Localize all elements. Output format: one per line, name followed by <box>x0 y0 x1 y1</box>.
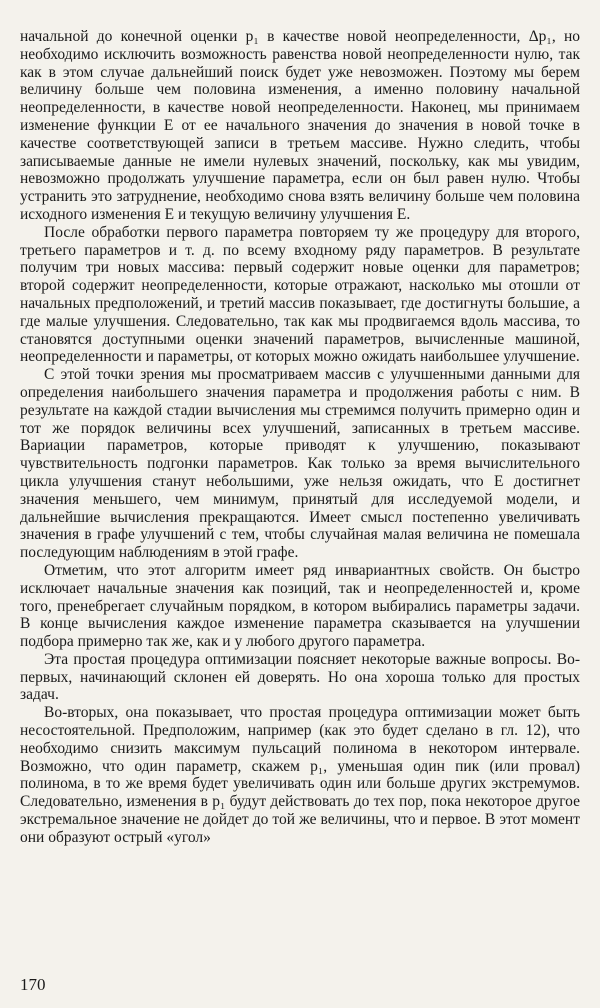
paragraph-6: Во-вторых, она показывает, что простая процедура оптимизации может быть несостоятельной. Предположим, например (как это будет сделано в гл. 12), что необходимо снизить максимум пульсаций полинома в некотором интервале. Возможно, что один параметр, скажем p₁, уменьшая один пик (или провал) полинома, в то же время будет увеличивать один или больше других экстремумов. Следовательно, изменения в p₁ будут действовать до тех пор, пока некоторое другое экстремальное значение не дойдет до той же величины, что и первое. В этот момент они образуют острый «угол» <box>20 704 580 846</box>
page-body <box>20 28 580 847</box>
paragraph-3: С этой точки зрения мы просматриваем массив с улучшенными данными для определения наибольшего значения параметра и продолжения работы с ним. В результате на каждой стадии вычисления мы стремимся получить примерно один и тот же порядок величины всех улучшений, записанных в третьем массиве. Вариации параметров, которые приводят к улучшению, показывают чувствительность подгонки параметров. Как только за время вычислительного цикла улучшения станут небольшими, уже нельзя ожидать, что E достигнет значения меньшего, чем минимум, принятый для исследуемой модели, и дальнейшие вычисления прекращаются. Имеет смысл постепенно увеличивать значения в графе улучшений с тем, чтобы случайная малая величина не помешала последующим наблюдениям в этой графе. <box>20 366 580 562</box>
paragraph-4: Отметим, что этот алгоритм имеет ряд инвариантных свойств. Он быстро исключает начальные значения как позиций, так и неопределенностей и, кроме того, пренебрегает случайным порядком, в котором выбирались параметры задачи. В конце вычисления каждое изменение параметра сказывается на улучшении подбора примерно так же, как и у любого другого параметра. <box>20 561 580 651</box>
paragraph-1: начальной до конечной оценки p₁ в качестве новой неопределенности, Δp₁, но необходимо исключить возможность равенства новой неопределенности нулю, так как в этом случае дальнейший поиск будет уже невозможен. Поэтому мы берем величину больше чем половина изменения, а именно половину начальной неопределенности, в качестве новой неопределенности. Наконец, мы принимаем изменение функции E от ее начального значения до значения в новой точке в качестве соответствующей записи в третьем массиве. Нужно следить, чтобы записываемые данные не имели нулевых значений, поскольку, как мы увидим, невозможно продолжать улучшение параметра, если он был равен нулю. Чтобы устранить это затруднение, необходимо снова взять величину больше чем половина исходного изменения E и текущую величину улучшения E. <box>20 28 580 223</box>
paragraph-2: После обработки первого параметра повторяем ту же процедуру для второго, третьего параметров и т. д. по всему входному ряду параметров. В результате получим три новых массива: первый содержит новые оценки для параметров; второй содержит неопределенности, которые отражают, насколько мы отошли от начальных предположений, и третий массив показывает, где достигнуты большие, а где малые улучшения. Следовательно, так как мы продвигаемся вдоль массива, то становятся доступными оценки значений параметров, вычисленные машиной, неопределенности и параметры, от которых можно ожидать наибольшее улучшение. <box>20 223 580 366</box>
paragraph-5: Эта простая процедура оптимизации поясняет некоторые важные вопросы. Во-первых, начинающий склонен ей доверять. Но она хороша только для простых задач. <box>20 650 580 704</box>
page-number: 170 <box>20 975 46 994</box>
